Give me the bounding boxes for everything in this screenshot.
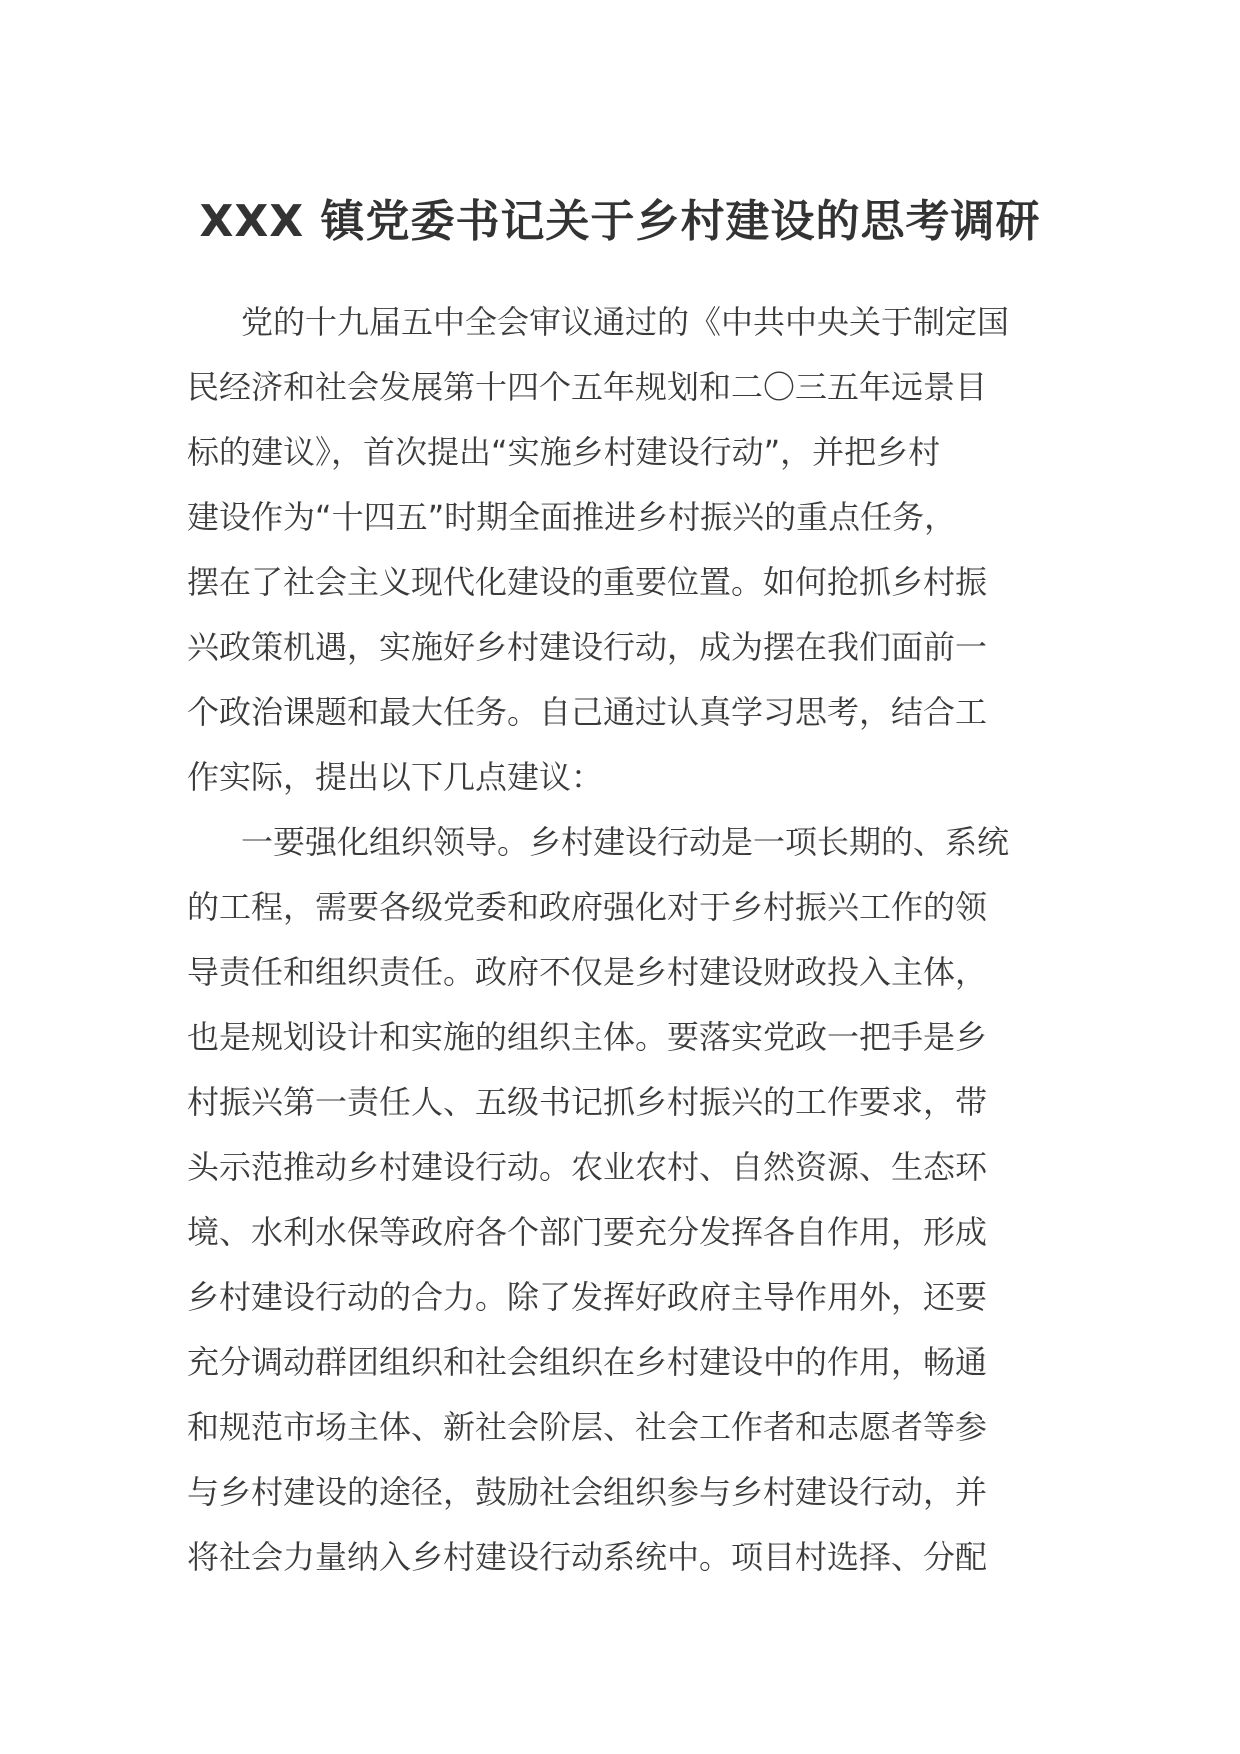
paragraph-1-line-6: 兴政策机遇，实施好乡村建设行动，成为摆在我们面前一 (187, 628, 988, 666)
document-title: XXX 镇党委书记关于乡村建设的思考调研 (199, 196, 1041, 247)
paragraph-2-line-6: 头示范推动乡村建设行动。农业农村、自然资源、生态环 (187, 1148, 988, 1186)
paragraph-1-line-5: 摆在了社会主义现代化建设的重要位置。如何抢抓乡村振 (187, 563, 988, 601)
paragraph-1-line-3: 标的建议》，首次提出“实施乡村建设行动”，并把乡村 (187, 433, 941, 471)
paragraph-1-line-1: 党的十九届五中全会审议通过的《中共中央关于制定国 (241, 303, 1010, 341)
paragraph-2-line-10: 和规范市场主体、新社会阶层、社会工作者和志愿者等参 (187, 1408, 988, 1446)
paragraph-2-line-2: 的工程，需要各级党委和政府强化对于乡村振兴工作的领 (187, 888, 988, 926)
document-body (187, 290, 1067, 1590)
paragraph-2-line-8: 乡村建设行动的合力。除了发挥好政府主导作用外，还要 (187, 1278, 988, 1316)
paragraph-2-line-11: 与乡村建设的途径，鼓励社会组织参与乡村建设行动，并 (187, 1473, 988, 1511)
paragraph-1-line-2: 民经济和社会发展第十四个五年规划和二〇三五年远景目 (187, 368, 988, 406)
paragraph-1-line-7: 个政治课题和最大任务。自己通过认真学习思考，结合工 (187, 693, 988, 731)
paragraph-2-line-3: 导责任和组织责任。政府不仅是乡村建设财政投入主体， (187, 953, 988, 991)
paragraph-2-line-4: 也是规划设计和实施的组织主体。要落实党政一把手是乡 (187, 1018, 988, 1056)
paragraph-1-line-8: 作实际，提出以下几点建议： (187, 758, 604, 796)
paragraph-2-line-9: 充分调动群团组织和社会组织在乡村建设中的作用，畅通 (187, 1343, 988, 1381)
paragraph-2-line-12: 将社会力量纳入乡村建设行动系统中。项目村选择、分配 (187, 1538, 988, 1576)
paragraph-2-line-7: 境、水利水保等政府各个部门要充分发挥各自作用，形成 (187, 1213, 988, 1251)
paragraph-2-line-5: 村振兴第一责任人、五级书记抓乡村振兴的工作要求，带 (187, 1083, 988, 1121)
paragraph-2-line-1: 一要强化组织领导。乡村建设行动是一项长期的、系统 (241, 823, 1010, 861)
paragraph-1-line-4: 建设作为“十四五”时期全面推进乡村振兴的重点任务， (187, 498, 957, 536)
